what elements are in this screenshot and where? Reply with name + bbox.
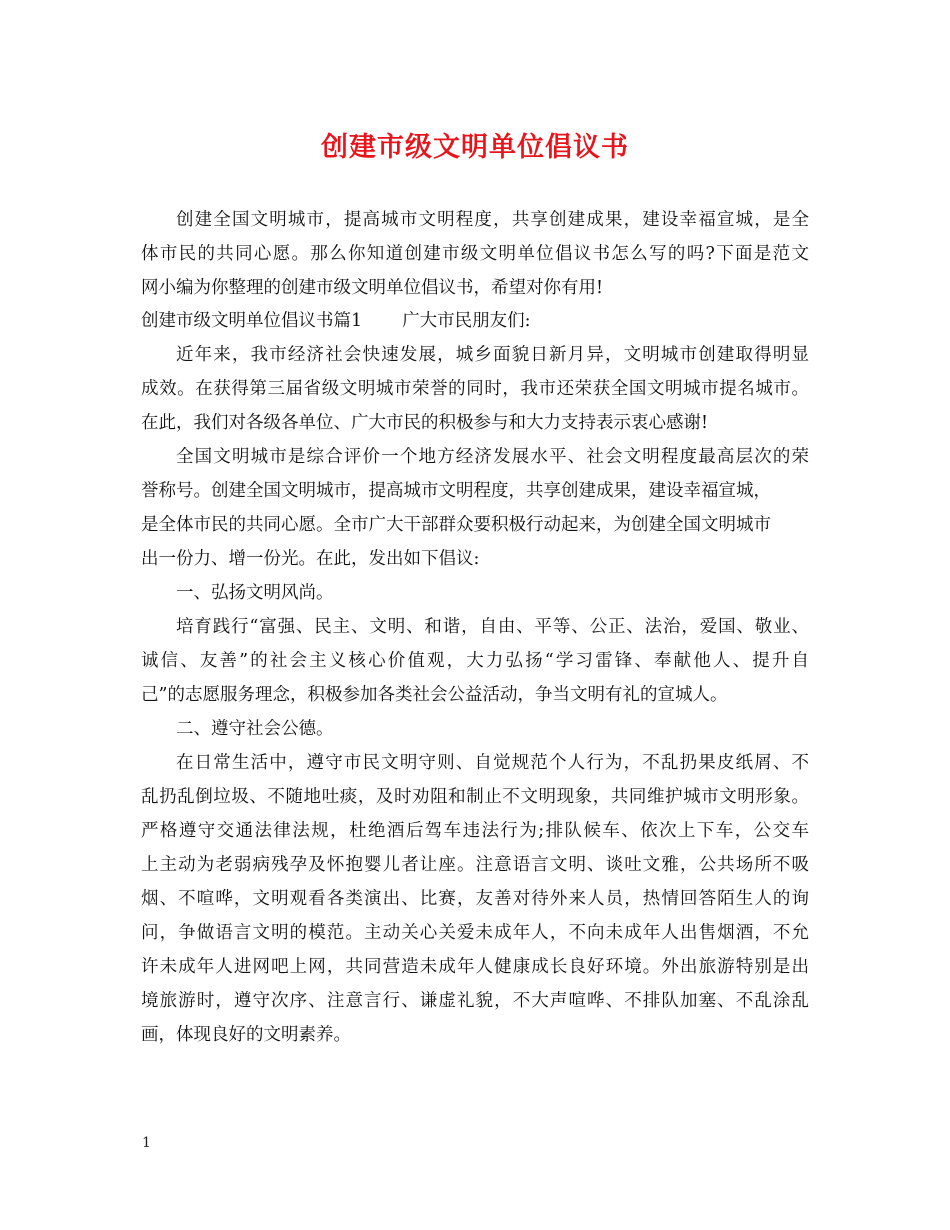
paragraph-line: 诚信、友善”的社会主义核心价值观，大力弘扬“学习雷锋、奉献他人、提升自 — [141, 651, 809, 671]
paragraph-line: 全国文明城市是综合评价一个地方经济发展水平、社会文明程度最高层次的荣 — [176, 447, 809, 467]
salutation: 广大市民朋友们: — [402, 311, 531, 331]
paragraph-line: 上主动为老弱病残孕及怀抱婴儿者让座。注意语言文明、谈吐文雅，公共场所不吸 — [141, 855, 809, 875]
point-heading: 二、遵守社会公德。 — [176, 719, 334, 739]
paragraph-line: 是全体市民的共同心愿。全市广大干部群众要积极行动起来，为创建全国文明城市 — [141, 515, 771, 535]
point-heading: 一、弘扬文明风尚。 — [176, 583, 334, 603]
paragraph-line: 誉称号。创建全国文明城市，提高城市文明程度，共享创建成果，建设幸福宣城， — [141, 481, 771, 501]
paragraph-line: 问，争做语言文明的模范。主动关心关爱未成年人，不向未成年人出售烟酒，不允 — [141, 923, 809, 943]
paragraph-line: 严格遵守交通法律法规，杜绝酒后驾车违法行为;排队候车、依次上下车，公交车 — [141, 821, 809, 841]
paragraph-line: 画，体现良好的文明素养。 — [141, 1025, 351, 1045]
paragraph-line: 烟、不喧哗，文明观看各类演出、比赛，友善对待外来人员，热情回答陌生人的询 — [141, 889, 809, 909]
section-heading-line — [141, 309, 531, 333]
page-number: 1 — [142, 1135, 151, 1151]
paragraph-line: 体市民的共同心愿。那么你知道创建市级文明单位倡议书怎么写的吗?下面是范文 — [141, 244, 809, 264]
paragraph-line: 创建全国文明城市，提高城市文明程度，共享创建成果，建设幸福宣城，是全 — [176, 210, 809, 230]
paragraph-line: 在此，我们对各级各单位、广大市民的积极参与和大力支持表示衷心感谢! — [141, 413, 709, 433]
paragraph-line: 培育践行“富强、民主、文明、和谐，自由、平等、公正、法治，爱国、敬业、 — [176, 617, 809, 637]
document-title: 创建市级文明单位倡议书 — [321, 132, 629, 163]
paragraph-line: 在日常生活中，遵守市民文明守则、自觉规范个人行为，不乱扔果皮纸屑、不 — [176, 753, 809, 773]
paragraph-line: 近年来，我市经济社会快速发展，城乡面貌日新月异，文明城市创建取得明显 — [176, 345, 809, 365]
paragraph-line: 出一份力、增一份光。在此，发出如下倡议: — [141, 549, 480, 569]
paragraph-line: 许未成年人进网吧上网，共同营造未成年人健康成长良好环境。外出旅游特别是出 — [141, 957, 809, 977]
section-heading: 创建市级文明单位倡议书篇1 — [141, 311, 363, 331]
paragraph-line: 境旅游时，遵守次序、注意言行、谦虚礼貌，不大声喧哗、不排队加塞、不乱涂乱 — [141, 991, 809, 1011]
paragraph-line: 己”的志愿服务理念，积极参加各类社会公益活动，争当文明有礼的宣城人。 — [141, 685, 728, 705]
paragraph-line: 网小编为你整理的创建市级文明单位倡议书，希望对你有用! — [141, 278, 604, 298]
paragraph-line: 乱扔乱倒垃圾、不随地吐痰，及时劝阻和制止不文明现象，共同维护城市文明形象。 — [141, 787, 809, 807]
paragraph-line: 成效。在获得第三届省级文明城市荣誉的同时，我市还荣获全国文明城市提名城市。 — [141, 379, 809, 399]
